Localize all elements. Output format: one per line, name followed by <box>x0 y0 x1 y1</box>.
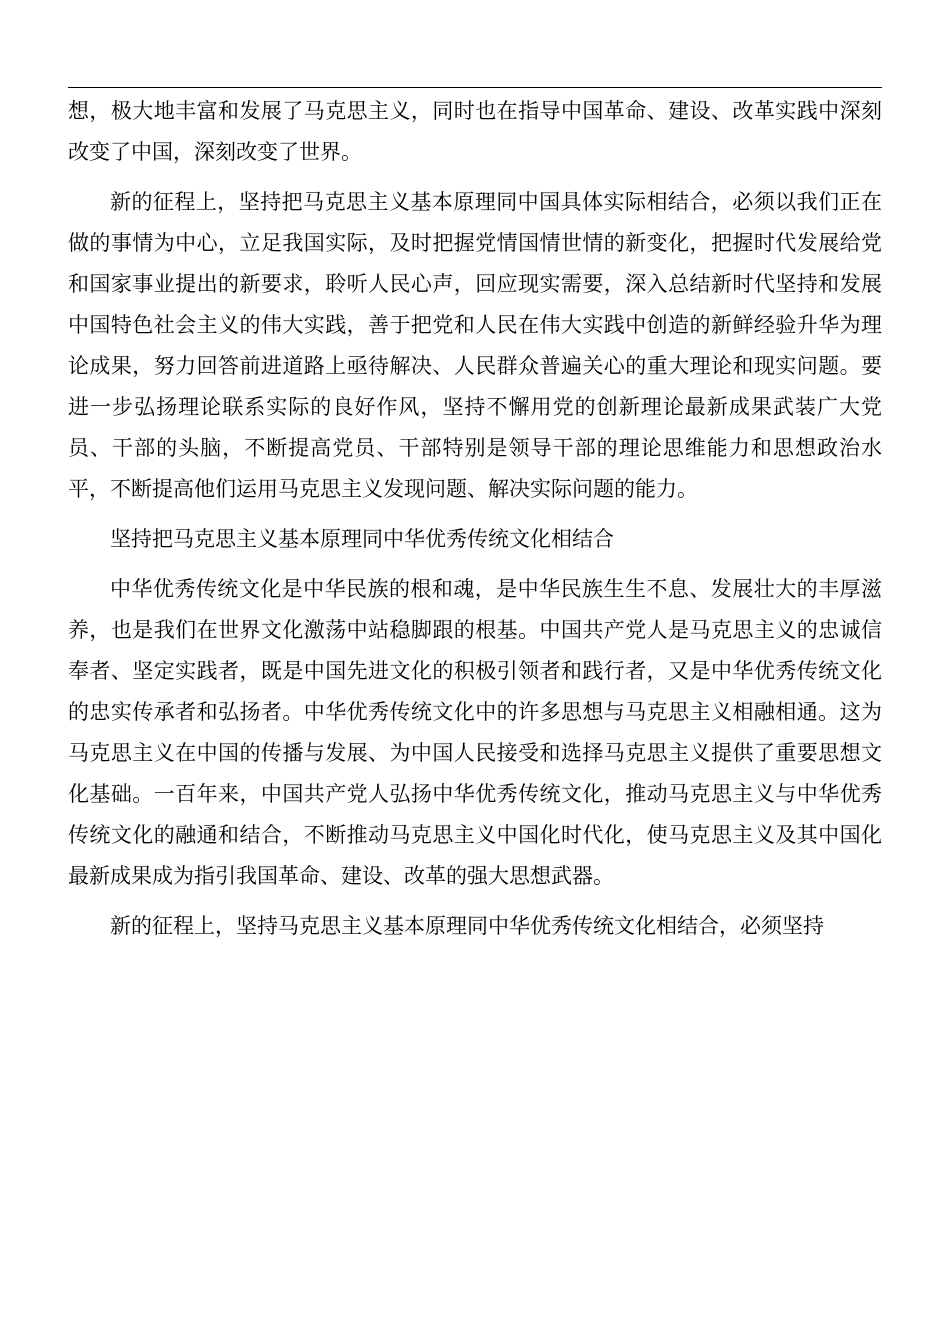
paragraph-continuation: 想，极大地丰富和发展了马克思主义，同时也在指导中国革命、建设、改革实践中深刻改变了中国，深刻改变了世界。 <box>68 99 882 164</box>
paragraph-traditional-culture: 中华优秀传统文化是中华民族的根和魂，是中华民族生生不息、发展壮大的丰厚滋养，也是我们在世界文化激荡中站稳脚跟的根基。中国共产党人是马克思主义的忠诚信奉者、坚定实践者，既是中国先进文化的积极引领者和践行者，又是中华优秀传统文化的忠实传承者和弘扬者。中华优秀传统文化中的许多思想与马克思主义相融相通。这为马克思主义在中国的传播与发展、为中国人民接受和选择马克思主义提供了重要思想文化基础。一百年来，中国共产党人弘扬中华优秀传统文化，推动马克思主义与中华优秀传统文化的融通和结合，不断推动马克思主义中国化时代化，使马克思主义及其中国化最新成果成为指引我国革命、建设、改革的强大思想武器。 <box>68 577 882 888</box>
paragraph-new-journey-practice: 新的征程上，坚持把马克思主义基本原理同中国具体实际相结合，必须以我们正在做的事情为中心，立足我国实际，及时把握党情国情世情的新变化，把握时代发展给党和国家事业提出的新要求，聆听人民心声，回应现实需要，深入总结新时代坚持和发展中国特色社会主义的伟大实践，善于把党和人民在伟大实践中创造的新鲜经验升华为理论成果，努力回答前进道路上亟待解决、人民群众普遍关心的重大理论和现实问题。要进一步弘扬理论联系实际的良好作风，坚持不懈用党的创新理论最新成果武装广大党员、干部的头脑，不断提高党员、干部特别是领导干部的理论思维能力和思想政治水平，不断提高他们运用马克思主义发现问题、解决实际问题的能力。 <box>68 190 882 501</box>
document-body <box>68 91 882 956</box>
paragraph-new-journey-culture: 新的征程上，坚持马克思主义基本原理同中华优秀传统文化相结合，必须坚持 <box>110 914 824 938</box>
header-rule <box>68 87 882 88</box>
section-heading: 坚持把马克思主义基本原理同中华优秀传统文化相结合 <box>110 527 614 551</box>
